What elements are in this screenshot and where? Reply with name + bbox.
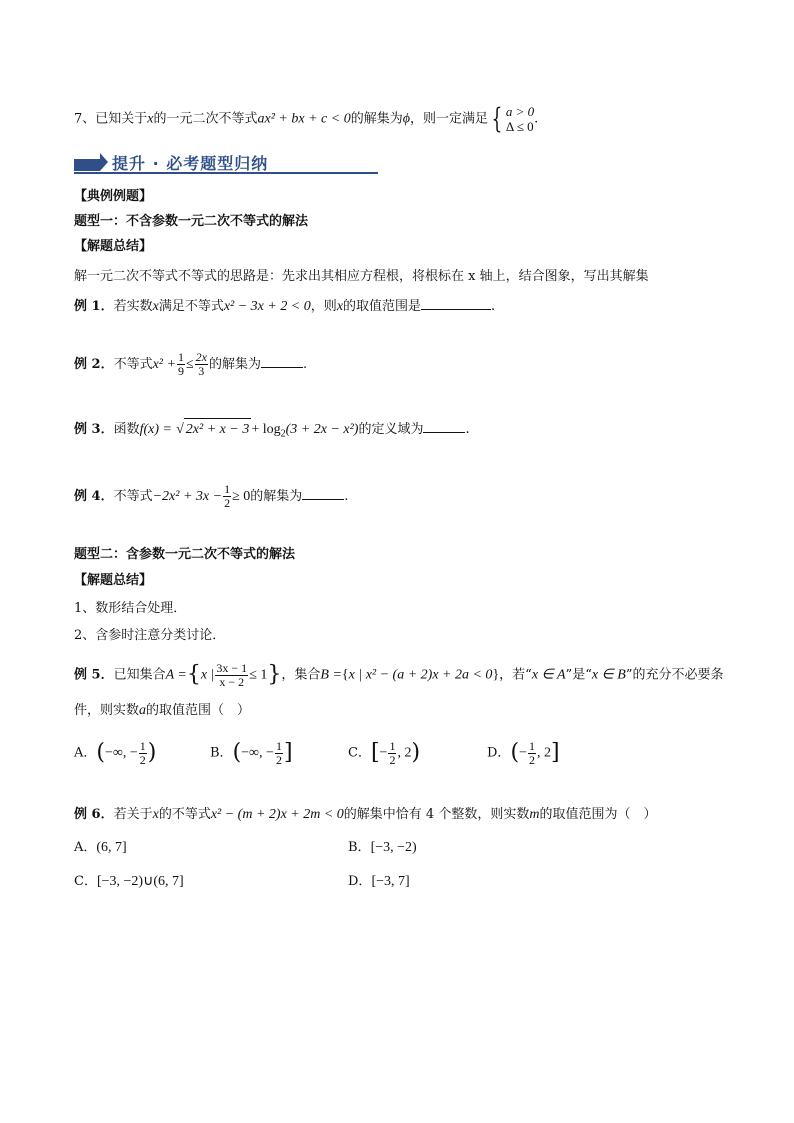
q7-conditions: a > 0 Δ ≤ 0 bbox=[505, 104, 535, 134]
banner-arrow-icon bbox=[100, 153, 108, 171]
ex5-option-c[interactable]: C．[− $\frac{1}{2}$ , 2) bbox=[348, 738, 421, 767]
answer-blank[interactable] bbox=[302, 487, 344, 500]
type1-title: 题型一：不含参数一元二次不等式的解法 bbox=[74, 214, 309, 229]
sqrt-radicand: 2x² + x − 3 bbox=[184, 418, 252, 441]
example-5-line-2: 件，则实数a的取值范围（ ） bbox=[74, 703, 251, 718]
example-6: 例 6．若关于x的不等式x² − (m + 2)x + 2m < 0的解集中恰有 4 个整数，则实数m的取值范围为（ ） bbox=[74, 807, 657, 822]
answer-blank[interactable] bbox=[261, 355, 303, 368]
type2-point-2: 2、含参时注意分类讨论． bbox=[74, 628, 226, 643]
ex6-option-b[interactable]: B．[−3, −2) bbox=[348, 840, 417, 855]
ex6-option-d[interactable]: D．[−3, 7] bbox=[348, 874, 410, 889]
ex6-option-c[interactable]: C．[−3, −2)∪(6, 7] bbox=[74, 874, 184, 889]
banner-title: 提升 · 必考题型归纳 bbox=[112, 154, 269, 173]
type2-title: 题型二：含参数一元二次不等式的解法 bbox=[74, 547, 296, 562]
q7-line: 7、已知关于x的一元二次不等式ax² + bx + c < 0的解集为ϕ，则一定满足 { a > 0 Δ ≤ 0 . bbox=[74, 102, 539, 135]
fraction-one-ninth: $\frac{1}{9}$ bbox=[177, 350, 184, 378]
sqrt-sign: √ bbox=[176, 422, 184, 437]
answer-blank[interactable] bbox=[423, 420, 465, 433]
example-2: 例 2．不等式x² + $\frac{1}{9}$ ≤ $\frac{2x}{3}$ 的解集为 . bbox=[74, 350, 308, 378]
section-banner bbox=[74, 150, 378, 174]
banner-bar-decoration bbox=[74, 159, 100, 171]
ex5-option-b[interactable]: B．(−∞, − $\frac{1}{2}$ ] bbox=[210, 738, 293, 767]
example-1: 例 1．若实数x满足不等式x² − 3x + 2 < 0，则x的取值范围是 . bbox=[74, 299, 496, 314]
ex5-option-a[interactable]: A．(−∞, − $\frac{1}{2}$ ) bbox=[74, 738, 157, 767]
fraction-2x-over-3: $\frac{2x}{3}$ bbox=[195, 350, 207, 378]
left-brace: { bbox=[491, 102, 503, 135]
example-4: 例 4．不等式−2x² + 3x − $\frac{1}{2}$ ≥ 0的解集为 . bbox=[74, 482, 349, 510]
example-5: 例 5．已知集合A ={x | $\frac{3x - 1}{x - 2}$ ≤ 1}，集合B ={x | x² − (a + 2)x + 2a < 0}，若“x ∈ A”是“x ∈ B”的充分不必要条 bbox=[74, 660, 724, 689]
ex5-option-d[interactable]: D．(− $\frac{1}{2}$ , 2] bbox=[487, 738, 560, 767]
type1-summary-header: 【解题总结】 bbox=[74, 239, 153, 254]
fraction-one-half: $\frac{1}{2}$ bbox=[224, 482, 231, 510]
type2-point-1: 1、数形结合处理． bbox=[74, 601, 187, 616]
example-3: 例 3．函数f(x) = √ $2x^2 + x - 3 + \log_2(3 + 2x - x^2)$的定义域为 . bbox=[74, 418, 470, 446]
answer-blank[interactable] bbox=[421, 297, 491, 310]
fraction-set-a: $\frac{3x - 1}{x - 2}$ bbox=[216, 660, 248, 689]
type1-summary: 解一元二次不等式不等式的思路是：先求出其相应方程根，将根标在 x 轴上，结合图象，写出其解集 bbox=[74, 269, 649, 284]
typical-header: 【典例例题】 bbox=[74, 189, 153, 204]
type2-summary-header: 【解题总结】 bbox=[74, 573, 153, 588]
ex6-option-a[interactable]: A．(6, 7] bbox=[74, 840, 127, 855]
